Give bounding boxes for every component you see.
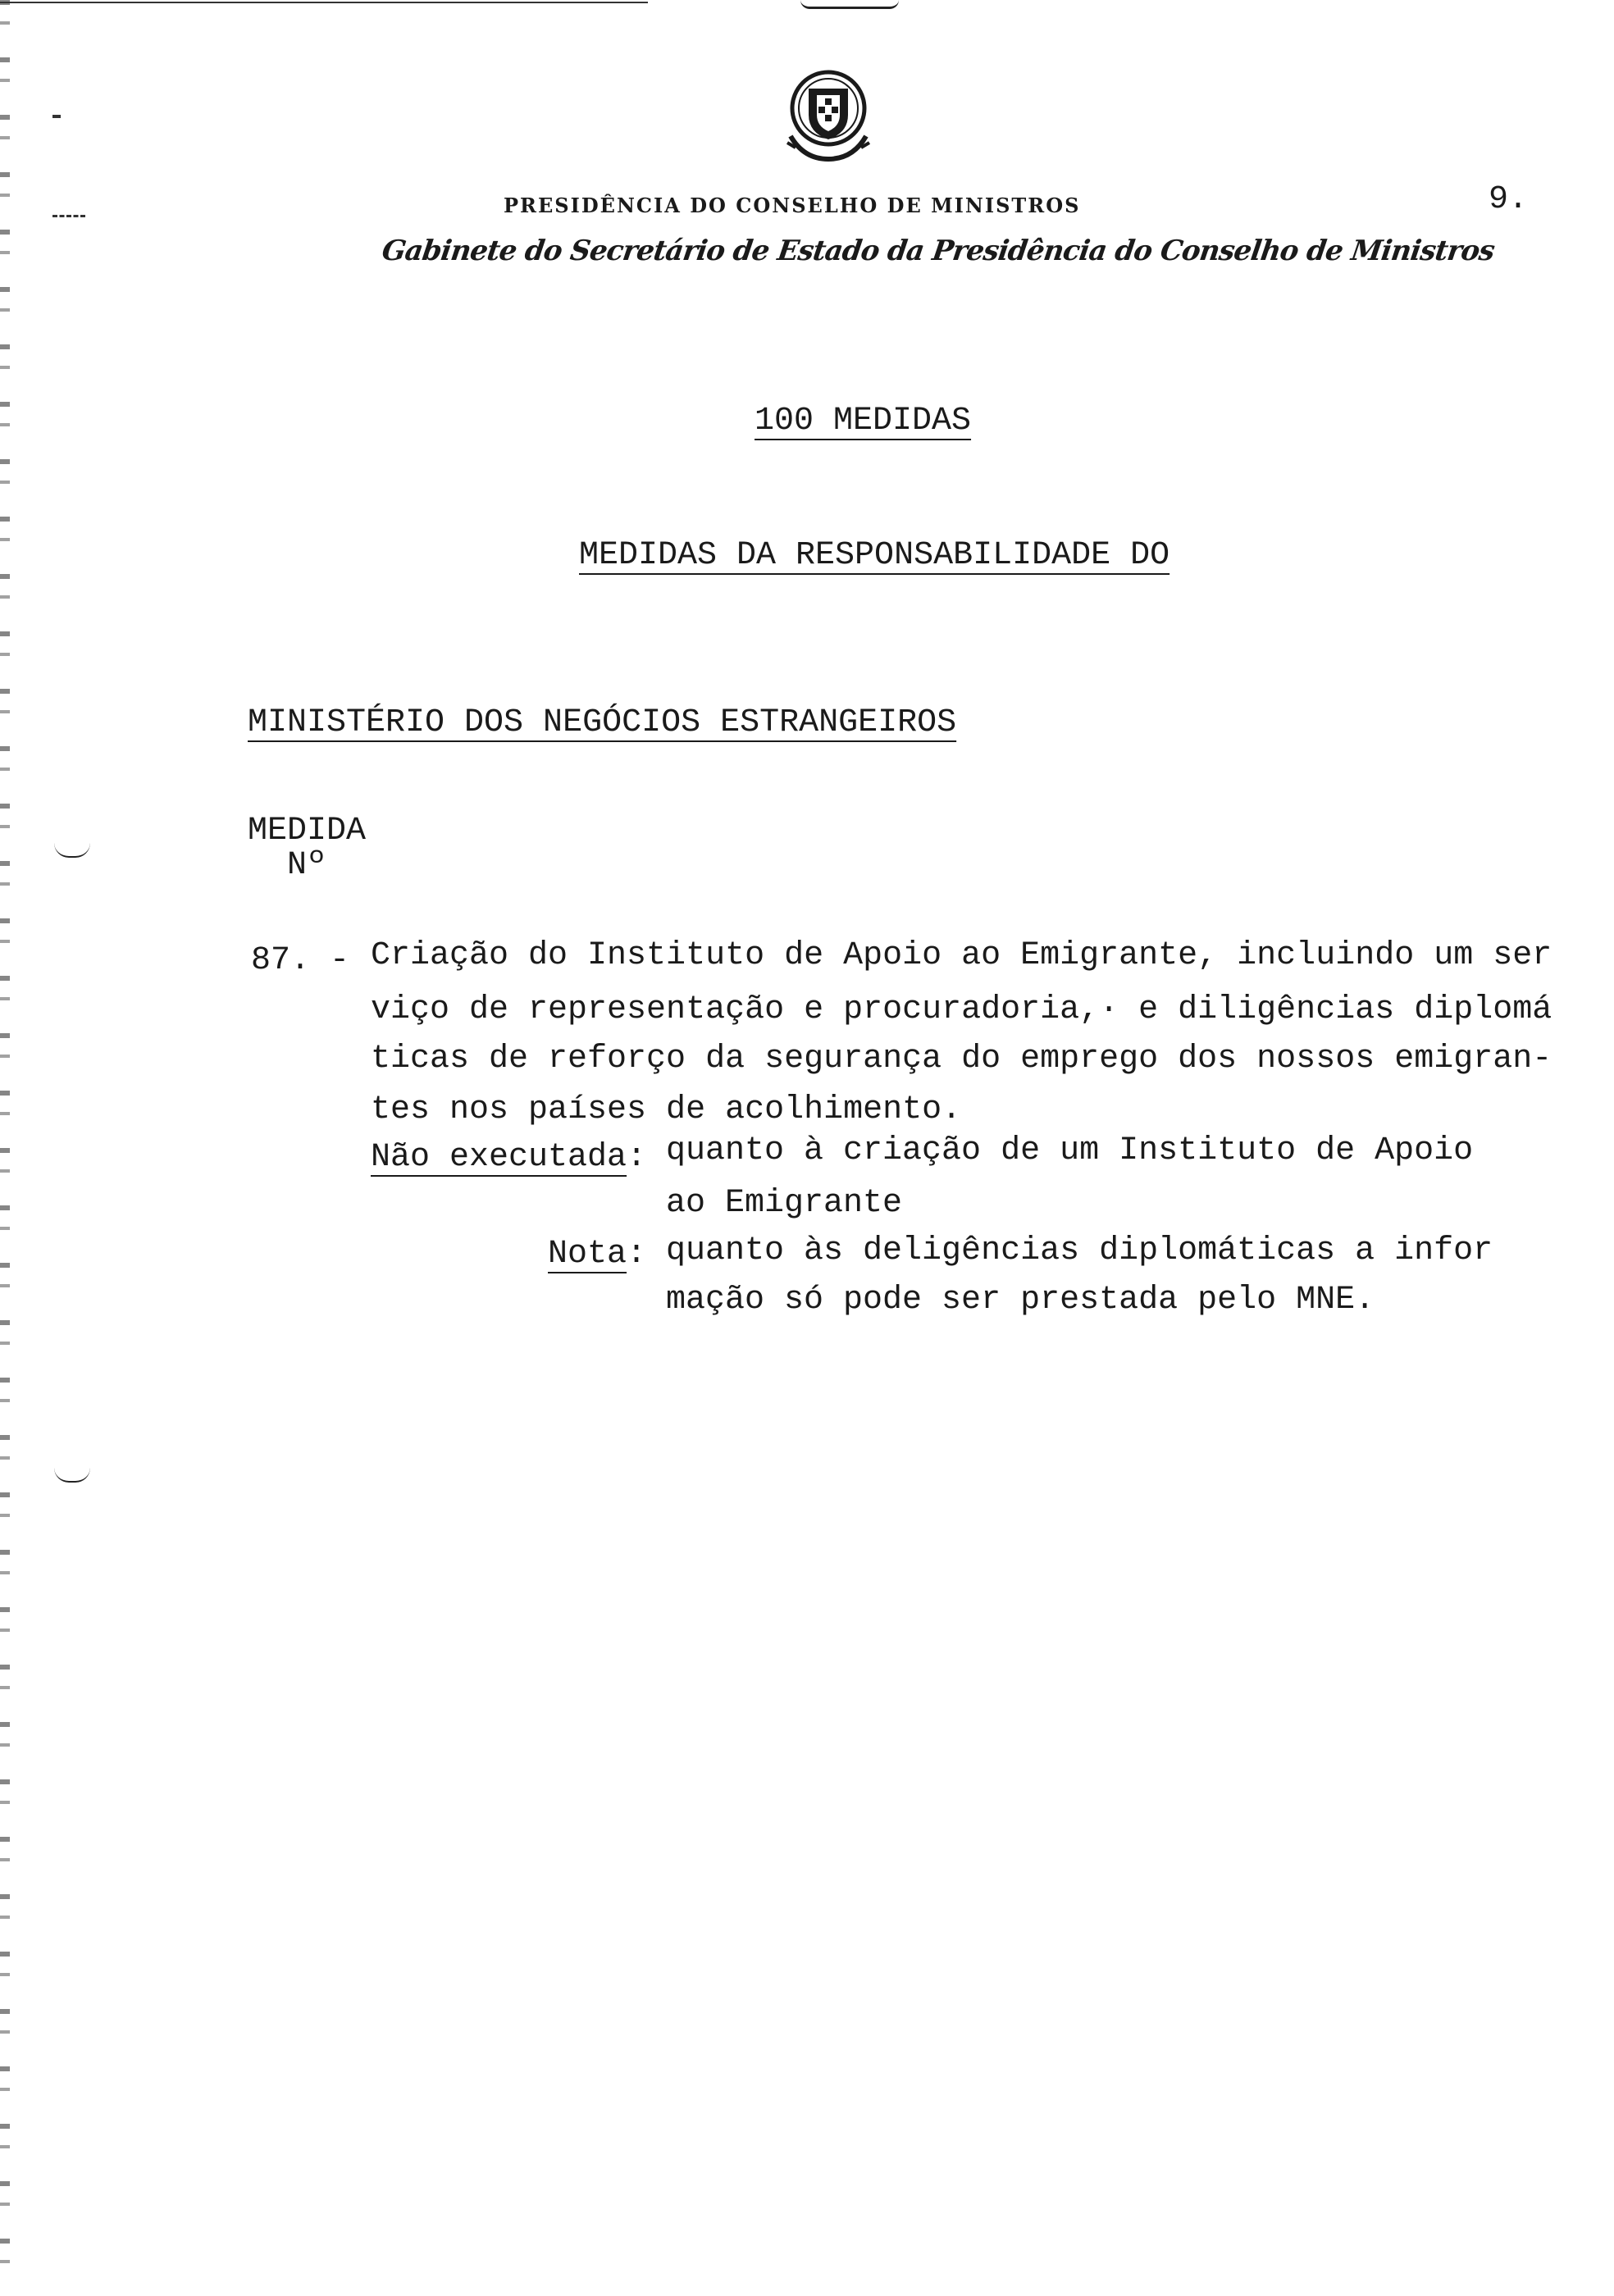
coat-of-arms-seal (779, 57, 878, 164)
margin-dot (52, 115, 61, 118)
ministry-heading: MINISTÉRIO DOS NEGÓCIOS ESTRANGEIROS (248, 704, 957, 741)
measure-text-line: tes nos países de acolhimento. (371, 1091, 962, 1128)
note-label-wrapper: Nota: (548, 1236, 647, 1273)
document-title: 100 MEDIDAS (755, 403, 972, 440)
status-label-wrapper: Não executada: (371, 1139, 647, 1176)
note-label: Nota (548, 1236, 627, 1273)
margin-binding-mark (54, 843, 90, 858)
document-subtitle: MEDIDAS DA RESPONSABILIDADE DO (579, 537, 1170, 574)
measure-text-line: ticas de reforço da segurança do emprego dos nossos emigran- (371, 1041, 1552, 1077)
status-text-line: quanto à criação de um Instituto de Apoio (666, 1132, 1474, 1169)
status-text-line: ao Emigrante (666, 1185, 903, 1222)
status-label: Não executada (371, 1139, 627, 1176)
measure-column-label: MEDIDA (248, 813, 367, 850)
measure-text-line: viço de representação e procuradoria,· e diligências diplomá (371, 991, 1552, 1028)
organization-name: PRESIDÊNCIA DO CONSELHO DE MINISTROS (504, 194, 1081, 217)
measure-text-line: Criação do Instituto de Apoio ao Emigrante, incluindo um ser (371, 937, 1552, 974)
margin-binding-mark (54, 1468, 90, 1483)
top-arc-mark (800, 0, 899, 9)
top-rule (0, 2, 648, 3)
number-column-label: Nº (287, 847, 327, 884)
page-number: 9. (1489, 181, 1529, 218)
margin-dash (52, 215, 85, 220)
note-text-line: quanto às deligências diplomáticas a infor (666, 1232, 1493, 1269)
binding-edge-shadow (0, 0, 10, 2296)
measure-number: 87. - (251, 942, 350, 979)
note-text-line: mação só pode ser prestada pelo MNE. (666, 1282, 1375, 1319)
office-name: Gabinete do Secretário de Estado da Presidência do Conselho de Ministros (380, 235, 1497, 267)
